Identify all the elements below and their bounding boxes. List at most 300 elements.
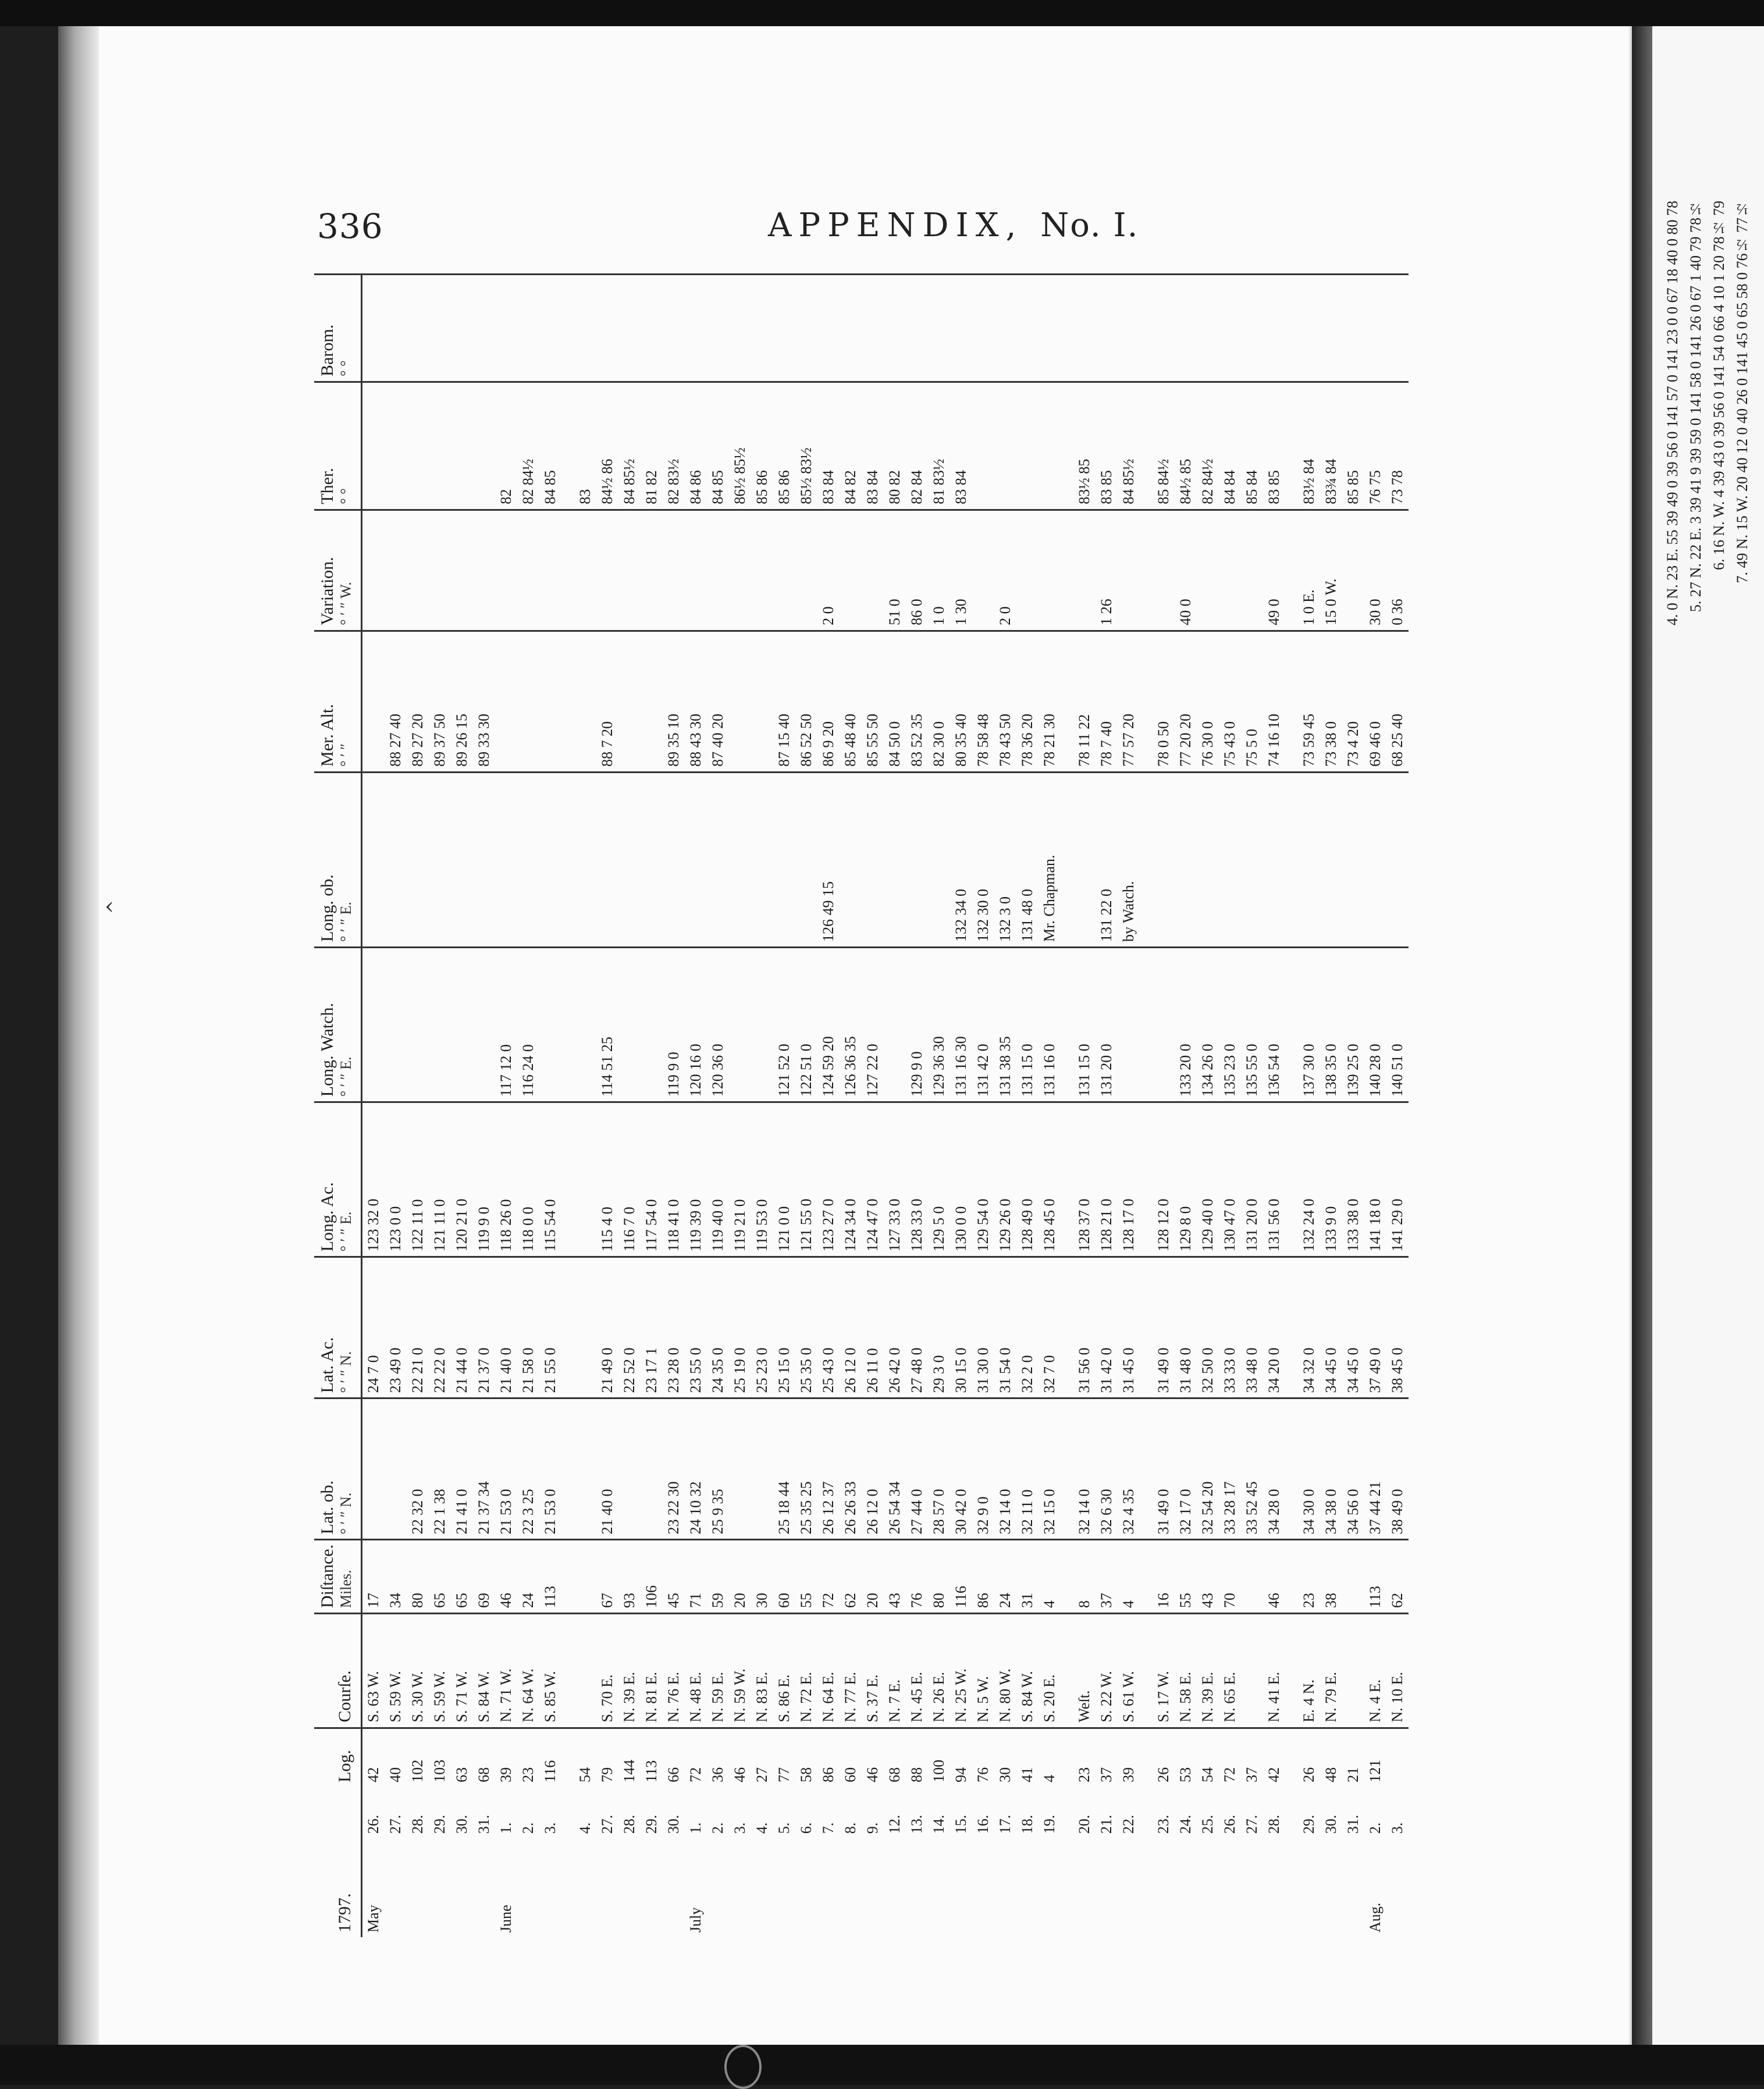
- table-cell: 100: [928, 1728, 950, 1787]
- table-cell: [429, 947, 451, 1102]
- table-cell: 124 59 20: [817, 947, 840, 1102]
- table-cell: [1140, 1838, 1175, 1937]
- table-cell: 33 48 0: [1241, 1257, 1263, 1398]
- table-cell: 89 37 50: [429, 631, 451, 772]
- table-cell: 126 49 15: [817, 772, 840, 947]
- table-cell: 82 84: [906, 382, 928, 510]
- table-cell: [1241, 772, 1263, 947]
- table-cell: 119 9 0: [473, 1102, 495, 1257]
- table-cell: 37: [1096, 1728, 1118, 1787]
- table-cell: 87 40 20: [707, 631, 729, 772]
- table-cell: 82 84½: [517, 382, 539, 510]
- running-head-title: APPENDIX,: [768, 207, 1023, 244]
- table-cell: [1364, 772, 1386, 947]
- table-cell: [663, 772, 685, 947]
- table-cell: 30.: [1322, 1814, 1339, 1834]
- table-cell: 32 4 35: [1118, 1398, 1140, 1540]
- table-cell: [641, 947, 663, 1102]
- table-cell: [385, 1398, 407, 1540]
- table-cell: [1241, 1838, 1263, 1937]
- table-cell: E. 4 N.: [1285, 1614, 1320, 1728]
- table-cell: 85½ 83½: [795, 382, 817, 510]
- table-cell: Weſt.: [1061, 1614, 1096, 1728]
- table-cell: 34 45 0: [1320, 1257, 1342, 1398]
- table-cell: [862, 772, 884, 947]
- table-cell: 131 20 0: [1241, 1102, 1263, 1257]
- table-cell: 54: [561, 1728, 596, 1787]
- table-cell: [1118, 510, 1140, 631]
- table-cell: 124 47 0: [862, 1102, 884, 1257]
- table-cell: 129 26 0: [994, 1102, 1016, 1257]
- column-header: [314, 1257, 362, 1398]
- column-header-units: ° ′ ″ W.: [337, 582, 354, 625]
- table-cell: 29.: [431, 1814, 448, 1834]
- table-cell: 34 20 0: [1263, 1257, 1285, 1398]
- table-cell: 2 0: [994, 510, 1016, 631]
- table-cell: [596, 275, 618, 382]
- table-cell: 132 24 0: [1285, 1102, 1320, 1257]
- table-cell: [473, 1838, 495, 1937]
- table-cell: 22 32 0: [407, 1398, 429, 1540]
- table-cell: 120 16 0: [685, 947, 707, 1102]
- table-cell: 69: [473, 1540, 495, 1614]
- table-cell: [473, 772, 495, 947]
- table-cell: 89 26 15: [451, 631, 473, 772]
- table-cell: 86½ 85½: [729, 382, 751, 510]
- table-row: [663, 275, 685, 1938]
- column-header-label: Long. Ac.: [318, 1182, 337, 1252]
- table-cell: [685, 275, 707, 382]
- table-cell: 19.: [1041, 1814, 1058, 1834]
- page-gutter: [58, 26, 99, 2045]
- table-cell: [385, 275, 407, 382]
- table-cell: S. 63 W.: [362, 1614, 385, 1728]
- table-cell: [906, 772, 928, 947]
- table-row: [795, 275, 817, 1938]
- table-row: [928, 275, 950, 1938]
- table-cell: 13.: [908, 1814, 925, 1834]
- table-cell: N. 25 W.: [950, 1614, 972, 1728]
- table-cell: 46: [1263, 1540, 1285, 1614]
- table-cell: 62: [840, 1540, 862, 1614]
- table-cell: 30 42 0: [950, 1398, 972, 1540]
- table-cell: N. 7 E.: [884, 1614, 906, 1728]
- table-cell: 31 49 0: [1140, 1398, 1175, 1540]
- table-cell: [751, 772, 773, 947]
- table-cell: 115 54 0: [539, 1102, 561, 1257]
- table-cell: [1241, 1540, 1263, 1614]
- table-cell: N. 65 E.: [1219, 1614, 1241, 1728]
- table-cell: 24: [994, 1540, 1016, 1614]
- column-header: [314, 631, 362, 772]
- table-cell: 82 83½: [663, 382, 685, 510]
- table-cell: [751, 1838, 773, 1937]
- table-cell: 23: [517, 1728, 539, 1787]
- table-cell: [1016, 510, 1039, 631]
- table-cell: [685, 510, 707, 631]
- running-head-number: No. I.: [1040, 207, 1139, 244]
- table-row: [596, 275, 618, 1938]
- table-cell: 121 55 0: [795, 1102, 817, 1257]
- table-cell: 140 51 0: [1386, 947, 1409, 1102]
- table-cell: 69 46 0: [1364, 631, 1386, 772]
- table-cell: [596, 772, 618, 947]
- column-header-units: ° ′ ″ E.: [337, 902, 354, 942]
- table-cell: 21 49 0: [596, 1257, 618, 1398]
- table-cell: [795, 1838, 817, 1937]
- table-cell: 25 18 44: [773, 1398, 795, 1540]
- table-cell: 49 0: [1263, 510, 1285, 631]
- table-cell: 37: [1096, 1540, 1118, 1614]
- table-row: [561, 275, 596, 1938]
- table-cell: [539, 947, 561, 1102]
- table-cell: [773, 275, 795, 382]
- table-cell: 72: [817, 1540, 840, 1614]
- table-cell: 121 11 0: [429, 1102, 451, 1257]
- table-cell: [751, 631, 773, 772]
- table-cell: [1061, 772, 1096, 947]
- table-cell: 78 21 30: [1039, 631, 1061, 772]
- table-cell: 84 85½: [1118, 382, 1140, 510]
- table-cell: [641, 631, 663, 772]
- table-cell: 83¾ 84: [1320, 382, 1342, 510]
- table-cell: [362, 772, 385, 947]
- table-cell: S. 86 E.: [773, 1614, 795, 1728]
- table-cell: [751, 1398, 773, 1540]
- table-cell: N. 64 E.: [817, 1614, 840, 1728]
- column-header-label: Lat. Ac.: [318, 1337, 337, 1393]
- table-cell: 6.: [798, 1822, 815, 1834]
- table-cell: 60: [773, 1540, 795, 1614]
- table-cell: S. 59 W.: [429, 1614, 451, 1728]
- table-cell: [429, 275, 451, 382]
- table-cell: 21 41 0: [451, 1398, 473, 1540]
- table-row: [1175, 275, 1197, 1938]
- table-cell: 68: [473, 1728, 495, 1787]
- table-cell: 85 48 40: [840, 631, 862, 772]
- table-cell: 3.: [1389, 1822, 1406, 1834]
- table-row: [862, 275, 884, 1938]
- running-head: [768, 207, 1139, 244]
- table-cell: [561, 1398, 596, 1540]
- table-cell: 84 84: [1219, 382, 1241, 510]
- table-cell: 21 55 0: [539, 1257, 561, 1398]
- table-cell: N. 48 E.: [685, 1614, 707, 1728]
- table-cell: 68 25 40: [1386, 631, 1409, 772]
- table-cell: [1016, 275, 1039, 382]
- table-cell: 73 78: [1386, 382, 1409, 510]
- table-cell: 1.: [687, 1822, 704, 1834]
- column-header-units: ° ′ ″ E.: [337, 1056, 354, 1097]
- table-row: [751, 275, 773, 1938]
- table-cell: [1096, 1838, 1118, 1937]
- table-cell: [407, 772, 429, 947]
- table-cell: 21 58 0: [517, 1257, 539, 1398]
- table-cell: 85 55 50: [862, 631, 884, 772]
- table-cell: 4: [1118, 1540, 1140, 1614]
- table-cell: 85 84½: [1140, 382, 1175, 510]
- table-cell: [1241, 275, 1263, 382]
- table-cell: 26.: [365, 1814, 382, 1834]
- table-cell: [407, 947, 429, 1102]
- table-cell: 77 20 20: [1175, 631, 1197, 772]
- table-cell: 130 0 0: [950, 1102, 972, 1257]
- table-cell: 38: [1320, 1540, 1342, 1614]
- table-cell: 27.: [1243, 1814, 1260, 1834]
- table-cell: N. 79 E.: [1320, 1614, 1342, 1728]
- table-cell: 21: [1342, 1728, 1364, 1787]
- table-cell: N. 10 E.: [1386, 1614, 1409, 1728]
- table-cell: [1140, 510, 1175, 631]
- table-cell: 27 44 0: [906, 1398, 928, 1540]
- table-cell: 117 54 0: [641, 1102, 663, 1257]
- table-cell: 83 84: [950, 382, 972, 510]
- table-cell: 26: [1285, 1728, 1320, 1787]
- table-cell: 31 56 0: [1061, 1257, 1096, 1398]
- table-cell: 17: [362, 1540, 385, 1614]
- table-cell: 131 15 0: [1016, 947, 1039, 1102]
- table-cell: 73 4 20: [1342, 631, 1364, 772]
- table-cell: 30.: [665, 1814, 682, 1834]
- table-cell: 138 35 0: [1320, 947, 1342, 1102]
- table-cell: 32 14 0: [1061, 1398, 1096, 1540]
- table-cell: 131 16 30: [950, 947, 972, 1102]
- table-cell: 131 56 0: [1263, 1102, 1285, 1257]
- table-cell: [1342, 772, 1364, 947]
- table-cell: N. 45 E.: [906, 1614, 928, 1728]
- table-cell: 63: [451, 1728, 473, 1787]
- table-cell: [817, 275, 840, 382]
- table-cell: [561, 510, 596, 631]
- table-row: [950, 275, 972, 1938]
- table-cell: 1 26: [1096, 510, 1118, 631]
- column-header: [314, 947, 362, 1102]
- table-cell: [1263, 275, 1285, 382]
- column-header-units: ° ′ ″ N.: [337, 1492, 354, 1535]
- table-cell: [517, 510, 539, 631]
- table-cell: 68: [884, 1728, 906, 1787]
- table-cell: [1241, 510, 1263, 631]
- table-cell: [429, 382, 451, 510]
- table-cell: 7.: [820, 1822, 837, 1834]
- table-cell: [539, 772, 561, 947]
- table-cell: 33 33 0: [1219, 1257, 1241, 1398]
- table-cell: 85 85: [1342, 382, 1364, 510]
- table-cell: [1285, 1838, 1320, 1937]
- table-cell: [596, 510, 618, 631]
- column-header: [314, 772, 362, 947]
- column-header: [314, 382, 362, 510]
- table-cell: 4.: [577, 1822, 593, 1834]
- table-cell: 28 57 0: [928, 1398, 950, 1540]
- table-cell: 31 49 0: [1140, 1257, 1175, 1398]
- table-cell: [362, 1398, 385, 1540]
- table-cell: 38 49 0: [1386, 1398, 1409, 1540]
- table-cell: July: [687, 1907, 704, 1933]
- table-cell: [994, 1838, 1016, 1937]
- table-cell: 115 4 0: [596, 1102, 618, 1257]
- table-cell: 86: [972, 1540, 994, 1614]
- table-cell: [362, 631, 385, 772]
- table-cell: 131 16 0: [1039, 947, 1061, 1102]
- table-cell: 132 34 0: [950, 772, 972, 947]
- table-cell: 41: [1016, 1728, 1039, 1787]
- table-cell: 141 18 0: [1364, 1102, 1386, 1257]
- table-cell: N. 59 E.: [707, 1614, 729, 1728]
- table-cell: [385, 510, 407, 631]
- table-cell: [1263, 772, 1285, 947]
- table-cell: 72: [685, 1728, 707, 1787]
- table-cell: [1342, 1838, 1364, 1937]
- table-cell: 25 43 0: [817, 1257, 840, 1398]
- table-cell: 81 82: [641, 382, 663, 510]
- table-cell: [884, 772, 906, 947]
- table-cell: 23.: [1155, 1814, 1172, 1834]
- table-row: [1096, 275, 1118, 1938]
- table-cell: 29 3 0: [928, 1257, 950, 1398]
- table-row: [906, 275, 928, 1938]
- table-cell: [840, 275, 862, 382]
- table-cell: [451, 947, 473, 1102]
- table-cell: [1197, 275, 1219, 382]
- column-header: [314, 510, 362, 631]
- table-cell: 26: [1140, 1728, 1175, 1787]
- table-cell: [729, 947, 751, 1102]
- table-cell: 27 48 0: [906, 1257, 928, 1398]
- table-cell: 84 86: [685, 382, 707, 510]
- table-cell: by Watch.: [1118, 772, 1140, 947]
- table-cell: 139 25 0: [1342, 947, 1364, 1102]
- table-cell: 140 28 0: [1364, 947, 1386, 1102]
- table-cell: 32 9 0: [972, 1398, 994, 1540]
- table-cell: [517, 275, 539, 382]
- table-cell: 2 0: [817, 510, 840, 631]
- table-cell: N. 83 E.: [751, 1614, 773, 1728]
- table-cell: 31: [1016, 1540, 1039, 1614]
- table-cell: [1219, 1838, 1241, 1937]
- table-cell: 34 45 0: [1342, 1257, 1364, 1398]
- table-cell: N. 76 E.: [663, 1614, 685, 1728]
- table-cell: 131 15 0: [1061, 947, 1096, 1102]
- table-cell: 87 15 40: [773, 631, 795, 772]
- table-cell: 116 7 0: [618, 1102, 641, 1257]
- table-cell: [1175, 772, 1197, 947]
- table-cell: 83½ 85: [1061, 382, 1096, 510]
- column-header-label: Long. ob.: [318, 874, 337, 942]
- table-cell: 21 37 0: [473, 1257, 495, 1398]
- table-cell: [1039, 510, 1061, 631]
- table-cell: [618, 772, 641, 947]
- table-cell: 65: [451, 1540, 473, 1614]
- table-cell: 25 19 0: [729, 1257, 751, 1398]
- column-header: [314, 1838, 362, 1937]
- column-header: [314, 1398, 362, 1540]
- table-cell: S. 37 E.: [862, 1614, 884, 1728]
- table-cell: [817, 1838, 840, 1937]
- table-row: [429, 275, 451, 1938]
- table-cell: 89 27 20: [407, 631, 429, 772]
- table-cell: [1140, 275, 1175, 382]
- table-cell: 120 36 0: [707, 947, 729, 1102]
- table-cell: [429, 1838, 451, 1937]
- table-cell: [539, 1838, 561, 1937]
- table-cell: [1320, 1838, 1342, 1937]
- page-number: 336: [317, 207, 383, 246]
- table-cell: 2.: [520, 1822, 536, 1834]
- table-cell: [729, 772, 751, 947]
- table-cell: [539, 631, 561, 772]
- column-header-label: Mer. Alt.: [318, 704, 337, 767]
- table-cell: 24 10 32: [685, 1398, 707, 1540]
- table-cell: 55: [1175, 1540, 1197, 1614]
- table-cell: 25 9 35: [707, 1398, 729, 1540]
- table-cell: 26.: [1221, 1814, 1238, 1834]
- table-cell: [1175, 1838, 1197, 1937]
- table-cell: 72: [1219, 1728, 1241, 1787]
- table-cell: S. 85 W.: [539, 1614, 561, 1728]
- column-header: [314, 1102, 362, 1257]
- table-cell: [1219, 275, 1241, 382]
- table-cell: 46: [495, 1540, 517, 1614]
- facing-page-row: 7. 49 N. 15 W. 20 40 12 0 40 26 0 141 45 0 65 58 0 76½ 77½: [1734, 201, 1751, 583]
- table-cell: [928, 275, 950, 382]
- table-cell: 88: [906, 1728, 928, 1787]
- table-cell: 85 86: [751, 382, 773, 510]
- table-cell: 77 57 20: [1118, 631, 1140, 772]
- table-row: [729, 275, 751, 1938]
- table-row: [1364, 275, 1386, 1938]
- table-cell: 43: [1197, 1540, 1219, 1614]
- table-row: [641, 275, 663, 1938]
- table-cell: 134 26 0: [1197, 947, 1219, 1102]
- table-cell: [385, 772, 407, 947]
- table-row: [539, 275, 561, 1938]
- table-cell: 0 36: [1386, 510, 1409, 631]
- table-cell: 23 55 0: [685, 1257, 707, 1398]
- table-cell: 116: [539, 1728, 561, 1787]
- table-cell: 113: [1364, 1540, 1386, 1614]
- table-cell: [1386, 1728, 1409, 1787]
- table-cell: 30.: [453, 1814, 470, 1834]
- table-cell: N. 26 E.: [928, 1614, 950, 1728]
- table-cell: [1285, 772, 1320, 947]
- table-cell: 34: [385, 1540, 407, 1614]
- table-cell: 20: [729, 1540, 751, 1614]
- table-cell: 80 35 40: [950, 631, 972, 772]
- table-cell: 75 5 0: [1241, 631, 1263, 772]
- table-cell: 88 27 40: [385, 631, 407, 772]
- table-cell: [1342, 1540, 1364, 1614]
- facing-page-row: 5. 27 N. 22 E. 3 39 41 9 39 59 0 141 58 0 141 26 0 67 1 40 79 78½: [1687, 201, 1704, 613]
- table-cell: 23 17 1: [641, 1257, 663, 1398]
- table-cell: 40: [385, 1728, 407, 1787]
- table-cell: 25 23 0: [751, 1257, 773, 1398]
- table-header-row: [314, 275, 362, 1938]
- table-cell: N. 4 E.: [1364, 1614, 1386, 1728]
- table-cell: 15.: [952, 1814, 969, 1834]
- table-cell: 43: [884, 1540, 906, 1614]
- table-cell: 4: [1039, 1728, 1061, 1787]
- table-cell: 40 0: [1175, 510, 1197, 631]
- table-cell: 133 38 0: [1342, 1102, 1364, 1257]
- table-cell: 131 48 0: [1016, 772, 1039, 947]
- table-cell: 28.: [1265, 1814, 1282, 1834]
- table-cell: 48: [1320, 1728, 1342, 1787]
- table-cell: [618, 510, 641, 631]
- table-cell: 31 30 0: [972, 1257, 994, 1398]
- table-cell: 133 9 0: [1320, 1102, 1342, 1257]
- table-cell: S. 30 W.: [407, 1614, 429, 1728]
